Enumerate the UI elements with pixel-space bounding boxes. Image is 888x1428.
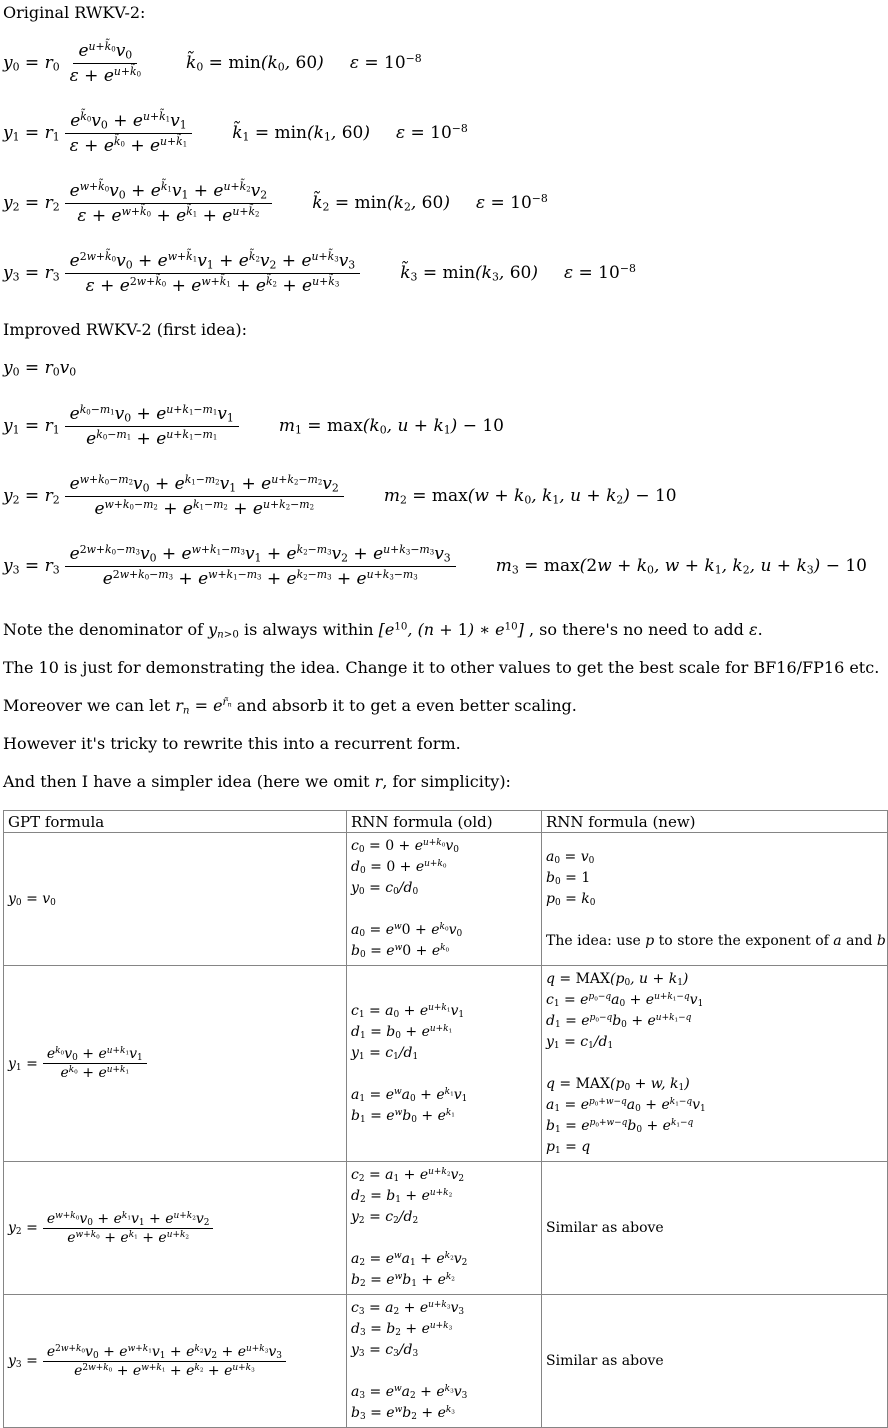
improved-equations <box>3 345 888 601</box>
equation-y1 <box>3 98 888 168</box>
equation-lhs: $y_1 = r_1$ <box>3 123 60 144</box>
table-formula-line: $b_2 = e^wb_1 + e^{k_2}$ <box>351 1272 455 1290</box>
fraction-denominator: $e^{k_0} + e^{u+k_1}$ <box>60 1065 130 1081</box>
table-formula-line: $a_2 = e^wa_1 + e^{k_2}v_2$ <box>351 1251 468 1269</box>
equation-lhs: $y_2 = r_2$ <box>3 193 60 214</box>
gpt-formula-cell <box>4 1162 347 1295</box>
table-formula-line: $q = MAX(p_0 + w$, $k_1$) <box>546 1076 690 1094</box>
table-formula-line: $a_1 = e^wa_0 + e^{k_1}v_1$ <box>351 1086 468 1104</box>
equation-lhs: $y_3 = r_3$ <box>3 263 60 284</box>
table-formula-line: $p_1 = q$ <box>546 1139 591 1157</box>
gpt-formula-cell <box>4 833 347 966</box>
equation-lhs: $y_0 = r_0$ <box>3 53 60 74</box>
table-formula-line: $d_0 = 0 + e^{u+k_0}$ <box>351 859 447 877</box>
note-absorb-r: Moreover we can let $r_n = e^{r̃_n}$ and absorb it to get a even better scaling. <box>3 696 577 717</box>
gpt-equation <box>8 1344 342 1379</box>
fraction-numerator: $e^{u+k̃_0}v_0$ <box>73 41 137 64</box>
fraction-numerator: $e^{2w+k_0-m_3}v_0 + e^{w+k_1-m_3}v_1 + e^{k_2-m_3}v_2 + e^{u+k_3-m_3}v_3$ <box>65 544 456 567</box>
fraction-denominator: $e^{w+k_0} + e^{k_1} + e^{u+k_2}$ <box>67 1229 190 1246</box>
rnn-formula-new-cell <box>542 1295 888 1428</box>
equation-lhs: $y_3 = r_3$ <box>3 556 60 577</box>
table-formula-line: $a_0 = e^w0 + e^{k_0}v_0$ <box>351 922 463 940</box>
equation-y0 <box>3 345 888 391</box>
fraction-numerator: $e^{k_0-m_1}v_0 + e^{u+k_1-m_1}v_1$ <box>65 404 239 427</box>
fraction-numerator: $e^{k_0}v_0 + e^{u+k_1}v_1$ <box>43 1046 147 1064</box>
table-formula-line: $d_2 = b_1 + e^{u+k_2}$ <box>351 1188 453 1206</box>
fraction-denominator: $e^{w+k_0-m_2} + e^{k_1-m_2} + e^{u+k_2-m_2}$ <box>94 497 315 519</box>
equation-lhs: $y_2 = r_2$ <box>3 486 60 507</box>
equation-lhs: $y_0 = v_0$ <box>8 891 56 909</box>
fraction-denominator: $e^{k_0-m_1} + e^{u+k_1-m_1}$ <box>86 427 218 449</box>
column-header-rnn-formula-old: RNN formula (old) <box>347 811 542 833</box>
fraction <box>65 41 146 86</box>
equation-epsilon: $\varepsilon = 10^{-8}$ <box>349 52 422 73</box>
table-formula-line: $y_1 = c_1/d_1$ <box>546 1034 614 1052</box>
note-simpler-idea: And then I have a simpler idea (here we omit r, for simplicity): <box>3 772 511 791</box>
table-formula-line: $b_0 = e^w0 + e^{k_0}$ <box>351 943 450 961</box>
equation-lhs: $y_3$ = <box>8 1353 38 1371</box>
fraction-numerator: $e^{k̃_0}v_0 + e^{u+k̃_1}v_1$ <box>65 111 191 134</box>
rnn-formula-new-cell <box>542 966 888 1162</box>
fraction-denominator: $\varepsilon + e^{w+k̃_0} + e^{k̃_1} + e^{u+k̃_2}$ <box>77 204 260 226</box>
table-text-line: The idea: use p to store the exponent of a and b <box>546 932 886 949</box>
table-formula-line: $y_2 = c_2/d_2$ <box>351 1209 419 1227</box>
equation-epsilon: $\varepsilon = 10^{-8}$ <box>395 122 468 143</box>
table-text-line: Similar as above <box>546 1219 664 1236</box>
equation-lhs: $y_1$ = <box>8 1055 38 1073</box>
equation-y3 <box>3 238 888 308</box>
table-formula-line: $b_1 = e^{p_0+w-q}b_0 + e^{k_1-q}$ <box>546 1118 694 1136</box>
fraction <box>65 544 456 589</box>
equation-y2 <box>3 461 888 531</box>
fraction <box>65 181 273 226</box>
table-formula-line: $y_0 = c_0/d_0$ <box>351 880 419 898</box>
fraction-denominator: $\varepsilon + e^{k̃_0} + e^{u+k̃_1}$ <box>69 134 188 156</box>
table-formula-line: $d_1 = e^{p_0-q}b_0 + e^{u+k_1-q}$ <box>546 1013 692 1031</box>
equation-lhs: $y_2$ = <box>8 1220 38 1238</box>
rnn-formula-new-cell <box>542 1162 888 1295</box>
rnn-formula-old-cell <box>347 833 542 966</box>
equation-lhs: $y_1 = r_1$ <box>3 416 60 437</box>
fraction-numerator: $e^{w+k̃_0}v_0 + e^{k̃_1}v_1 + e^{u+k̃_2}v_2$ <box>65 181 273 204</box>
equation-epsilon: $\varepsilon = 10^{-8}$ <box>475 192 548 213</box>
table-formula-line: $c_0 = 0 + e^{u+k_0}v_0$ <box>351 838 459 856</box>
table-text-line: Similar as above <box>546 1352 664 1369</box>
blank-line <box>546 910 883 931</box>
fraction <box>43 1344 286 1379</box>
gpt-equation <box>8 1211 342 1246</box>
rnn-formula-new-cell <box>542 833 888 966</box>
table-formula-line: $c_1 = e^{p_0-q}a_0 + e^{u+k_1-q}v_1$ <box>546 992 704 1010</box>
equation-condition: $m_1 = \max(k_0$, $u + k_1) - 10$ <box>278 416 504 437</box>
table-formula-line: $b_3 = e^wb_2 + e^{k_3}$ <box>351 1405 455 1423</box>
table-header-row <box>4 811 888 833</box>
table-formula-line: $b_0 = 1$ <box>546 869 591 887</box>
note-denominator: Note the denominator of $y_{n>0}$ is always within [$e^{10}$, (n + 1) ∗ $e^{10}$] , so there's no need to add ε. <box>3 620 763 641</box>
table-row-y1 <box>4 966 888 1162</box>
gpt-formula-cell <box>4 966 347 1162</box>
fraction-numerator: $e^{2w+k_0}v_0 + e^{w+k_1}v_1 + e^{k_2}v_2 + e^{u+k_3}v_3$ <box>43 1344 286 1362</box>
equation-y1 <box>3 391 888 461</box>
fraction-numerator: $e^{w+k_0-m_2}v_0 + e^{k_1-m_2}v_1 + e^{u+k_2-m_2}v_2$ <box>65 474 344 497</box>
fraction-denominator: $e^{2w+k_0} + e^{w+k_1} + e^{k_2} + e^{u+k_3}$ <box>74 1362 255 1379</box>
equation-epsilon: $\varepsilon = 10^{-8}$ <box>563 262 636 283</box>
fraction-denominator: $e^{2w+k_0-m_3} + e^{w+k_1-m_3} + e^{k_2-m_3} + e^{u+k_3-m_3}$ <box>102 567 418 589</box>
fraction <box>65 251 361 296</box>
fraction-denominator: $\varepsilon + e^{u+k̃_0}$ <box>69 64 142 86</box>
equation-condition: $m_2 = \max(w + k_0$, $k_1$, $u + k_2) - 10$ <box>383 486 677 507</box>
blank-line <box>546 1053 883 1074</box>
equation-condition: $m_3 = \max(2w + k_0$, $w + k_1$, $k_2$, $u + k_3) - 10$ <box>495 556 867 577</box>
equation-lhs: $y_0 = r_0v_0$ <box>3 358 77 379</box>
table-body <box>4 833 888 1428</box>
original-equations <box>3 28 888 308</box>
equation-condition: $k̃_0 = \min(k_0$, 60) <box>186 53 324 74</box>
table-formula-line: $c_3 = a_2 + e^{u+k_3}v_3$ <box>351 1300 465 1318</box>
equation-y2 <box>3 168 888 238</box>
gpt-formula-cell <box>4 1295 347 1428</box>
rnn-formula-old-cell <box>347 1162 542 1295</box>
fraction <box>65 404 239 449</box>
blank-line <box>351 1064 537 1085</box>
table-row-y2 <box>4 1162 888 1295</box>
table-formula-line: $c_2 = a_1 + e^{u+k_2}v_2$ <box>351 1167 465 1185</box>
equation-y0 <box>3 28 888 98</box>
table-formula-line: $b_1 = e^wb_0 + e^{k_1}$ <box>351 1107 455 1125</box>
table-formula-line: $y_3 = c_3/d_3$ <box>351 1342 419 1360</box>
table-formula-line: $a_1 = e^{p_0+w-q}a_0 + e^{k_1-q}v_1$ <box>546 1097 706 1115</box>
table-formula-line: $d_1 = b_0 + e^{u+k_1}$ <box>351 1023 453 1041</box>
table-formula-line: $d_3 = b_2 + e^{u+k_3}$ <box>351 1321 453 1339</box>
fraction-denominator: $\varepsilon + e^{2w+k̃_0} + e^{w+k̃_1} + e^{k̃_2} + e^{u+k̃_3}$ <box>85 274 340 296</box>
equation-condition: $k̃_1 = \min(k_1$, 60) <box>232 123 370 144</box>
table-formula-line: $c_1 = a_0 + e^{u+k_1}v_1$ <box>351 1002 465 1020</box>
fraction <box>43 1211 214 1246</box>
fraction-numerator: $e^{w+k_0}v_0 + e^{k_1}v_1 + e^{u+k_2}v_2$ <box>43 1211 214 1229</box>
rnn-formula-old-cell <box>347 1295 542 1428</box>
gpt-equation <box>8 891 342 907</box>
gpt-equation <box>8 1046 342 1081</box>
column-header-rnn-formula-new: RNN formula (new) <box>542 811 888 833</box>
table-formula-line: $p_0 = k_0$ <box>546 890 596 908</box>
table-row-y0 <box>4 833 888 966</box>
column-header-gpt-formula: GPT formula <box>4 811 347 833</box>
table-formula-line: $a_3 = e^wa_2 + e^{k_3}v_3$ <box>351 1384 468 1402</box>
note-demonstrating: The 10 is just for demonstrating the idea. Change it to other values to get the best scale for BF16/FP16 etc. <box>3 658 880 677</box>
fraction <box>43 1046 147 1081</box>
fraction-numerator: $e^{2w+k̃_0}v_0 + e^{w+k̃_1}v_1 + e^{k̃_2}v_2 + e^{u+k̃_3}v_3$ <box>65 251 361 274</box>
heading-improved-rwkv2: Improved RWKV-2 (first idea): <box>3 320 247 339</box>
heading-original-rwkv2: Original RWKV-2: <box>3 3 146 22</box>
blank-line <box>351 1361 537 1382</box>
table-formula-line: $q = MAX(p_0$, $u + k_1$) <box>546 971 689 989</box>
blank-line <box>351 899 537 920</box>
table-formula-line: $y_1 = c_1/d_1$ <box>351 1044 419 1062</box>
blank-line <box>351 1228 537 1249</box>
fraction <box>65 111 193 156</box>
equation-condition: $k̃_2 = \min(k_2$, 60) <box>312 193 450 214</box>
rnn-formula-old-cell <box>347 966 542 1162</box>
fraction <box>65 474 344 519</box>
table-row-y3 <box>4 1295 888 1428</box>
equation-condition: $k̃_3 = \min(k_3$, 60) <box>400 263 538 284</box>
note-tricky: However it's tricky to rewrite this into a recurrent form. <box>3 734 461 753</box>
formula-comparison-table <box>3 810 888 1428</box>
table-formula-line: $a_0 = v_0$ <box>546 848 595 866</box>
equation-y3 <box>3 531 888 601</box>
